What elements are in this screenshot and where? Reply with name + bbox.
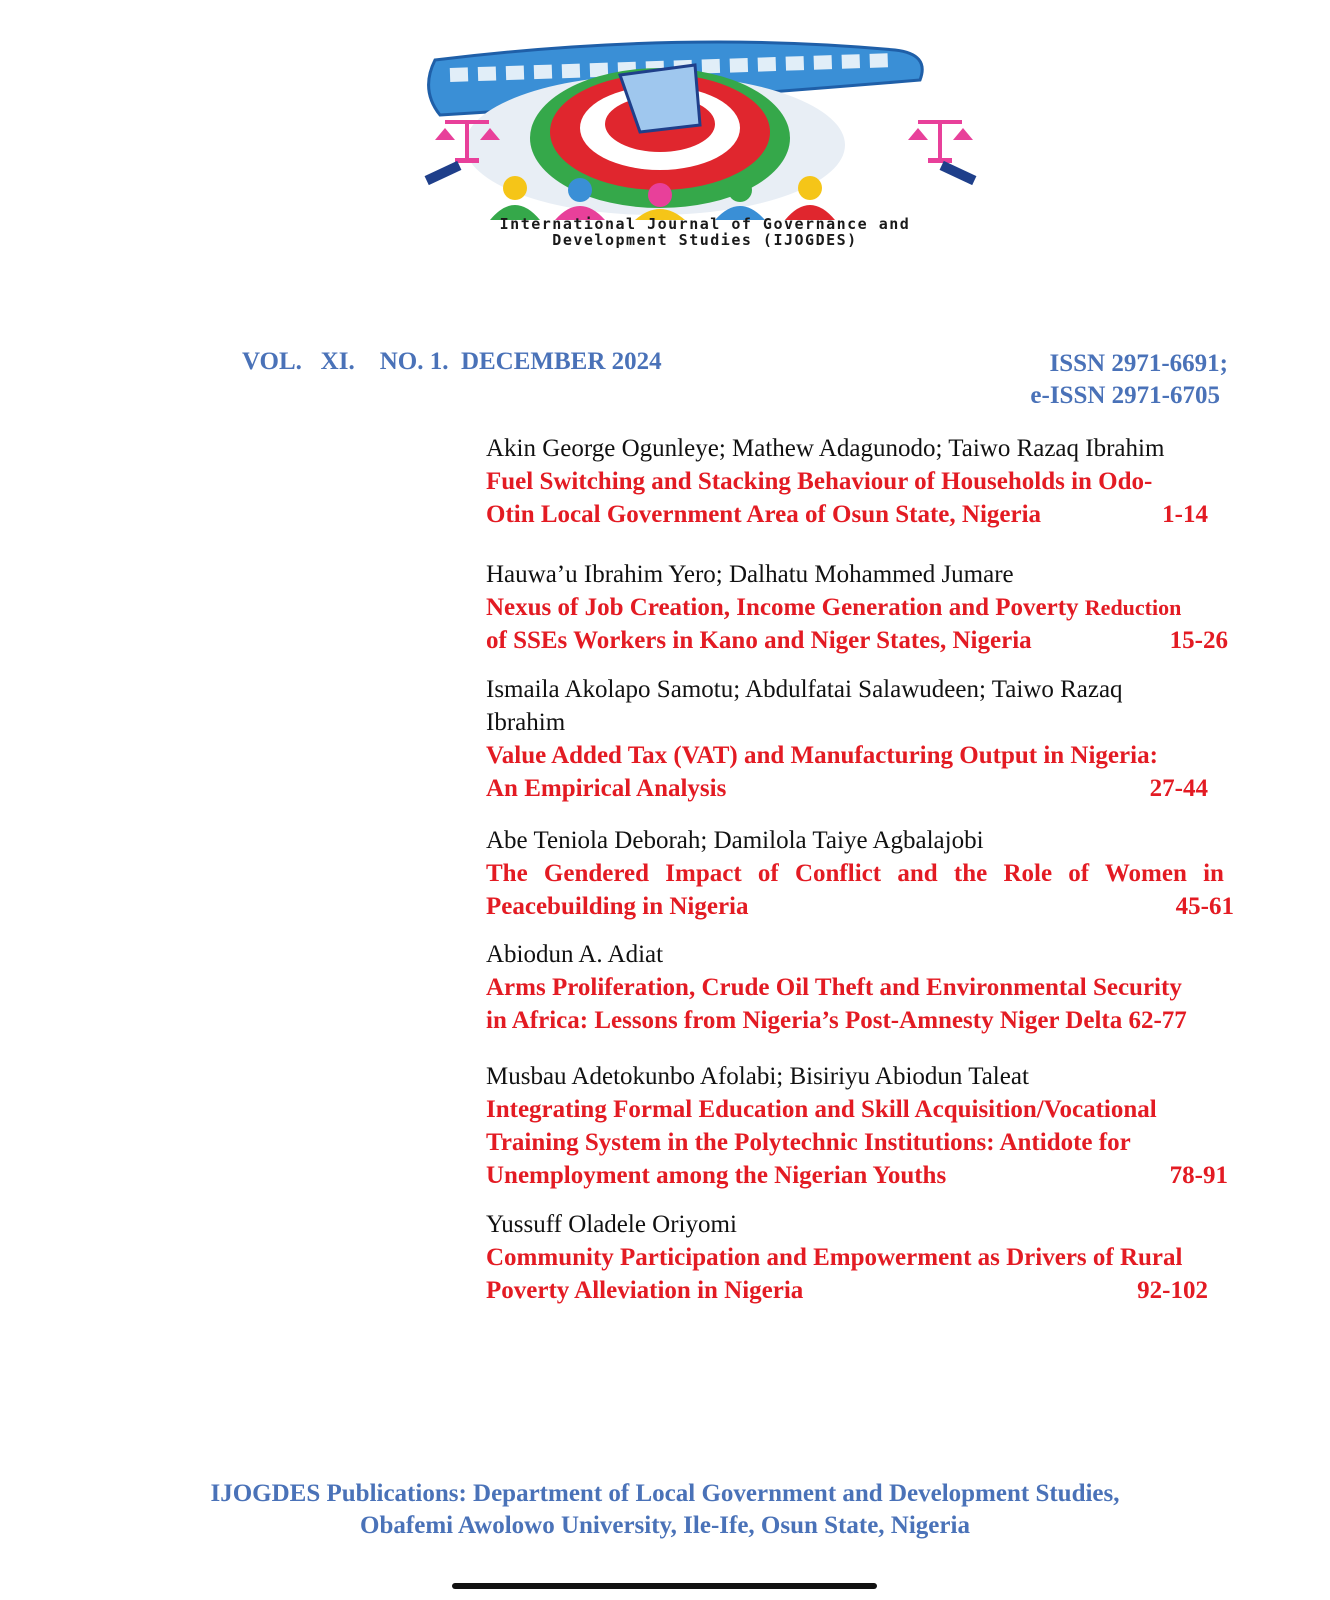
article-title [486,1093,1246,1192]
issn: ISSN 2971-6691; [1049,350,1228,377]
article-title-line: Peacebuilding in Nigeria [486,893,749,920]
toc-entry [486,432,1246,531]
article-title [486,739,1246,805]
article-authors: Abiodun A. Adiat [486,941,664,968]
article-pages: 78-91 [1169,1162,1228,1189]
article-title-line: An Empirical Analysis [486,775,727,802]
article-authors-line: Ismaila Akolapo Samotu; Abdulfatai Salawudeen; Taiwo Razaq [486,676,1123,703]
article-authors: Abe Teniola Deborah; Damilola Taiye Agbalajobi [486,827,984,854]
article-title-line: Unemployment among the Nigerian Youths [486,1162,947,1189]
article-title-word: Reduction [1084,595,1182,620]
article-title [486,857,1246,923]
article-title [486,1241,1246,1307]
article-pages: 1-14 [1162,501,1208,528]
article-pages: 15-26 [1169,627,1228,654]
home-indicator[interactable] [452,1583,877,1589]
article-title-line: Fuel Switching and Stacking Behaviour of Households in Odo- [486,468,1153,495]
article-title-line: Value Added Tax (VAT) and Manufacturing Output in Nigeria: [486,742,1158,769]
article-title-line: Community Participation and Empowerment as Drivers of Rural [486,1244,1183,1271]
toc-entry [486,558,1246,657]
volume-line: VOL. XI. NO. 1. DECEMBER 2024 [242,348,662,375]
eissn: e-ISSN 2971-6705 [1030,382,1220,409]
footer-line1: IJOGDES Publications: Department of Local Government and Development Studies, [210,1480,1120,1507]
article-authors: Akin George Ogunleye; Mathew Adagunodo; Taiwo Razaq Ibrahim [486,435,1165,462]
article-authors-line: Ibrahim [486,709,566,736]
toc-entry [486,1060,1246,1192]
toc-entry [486,1208,1246,1307]
article-authors: Hauwa’u Ibrahim Yero; Dalhatu Mohammed Jumare [486,561,1014,588]
article-title-line: in Africa: Lessons from Nigeria’s Post-Amnesty Niger Delta [486,1007,1123,1034]
toc-entry [486,824,1246,923]
article-title-line: Poverty Alleviation in Nigeria [486,1277,804,1304]
article-title-line: Arms Proliferation, Crude Oil Theft and Environmental Security [486,974,1182,1001]
journal-title [350,216,1060,248]
article-title [486,465,1246,531]
article-title-line: of SSEs Workers in Kano and Niger States, Nigeria [486,627,1032,654]
article-pages: 45-61 [1175,893,1234,920]
issn-block [1030,348,1228,412]
article-title-line: Nexus of Job Creation, Income Generation and Poverty [486,594,1085,621]
article-authors: Musbau Adetokunbo Afolabi; Bisiriyu Abiodun Taleat [486,1063,1029,1090]
toc-entry [486,938,1246,1037]
article-title [486,971,1246,1037]
article-title-line: The Gendered Impact of Conflict and the Role of Women in [486,860,1224,887]
journal-title-line2: Development Studies (IJOGDES) [552,231,858,249]
article-title-line: Otin Local Government Area of Osun State, Nigeria [486,501,1042,528]
article-pages: 27-44 [1149,775,1208,802]
footer-line2: Obafemi Awolowo University, Ile-Ife, Osun State, Nigeria [360,1512,970,1539]
publisher-footer [0,1478,1330,1542]
logo-graphic [350,20,1060,220]
journal-title-line1: International Journal of Governance and [499,215,911,233]
article-pages: 62-77 [1128,1007,1187,1034]
article-authors [486,673,1246,739]
article-title [486,591,1246,657]
article-title-line: Training System in the Polytechnic Institutions: Antidote for [486,1129,1131,1156]
article-pages: 92-102 [1137,1277,1208,1304]
toc-entry [486,673,1246,805]
article-authors: Yussuff Oladele Oriyomi [486,1211,737,1238]
article-title-line: Integrating Formal Education and Skill Acquisition/Vocational [486,1096,1157,1123]
